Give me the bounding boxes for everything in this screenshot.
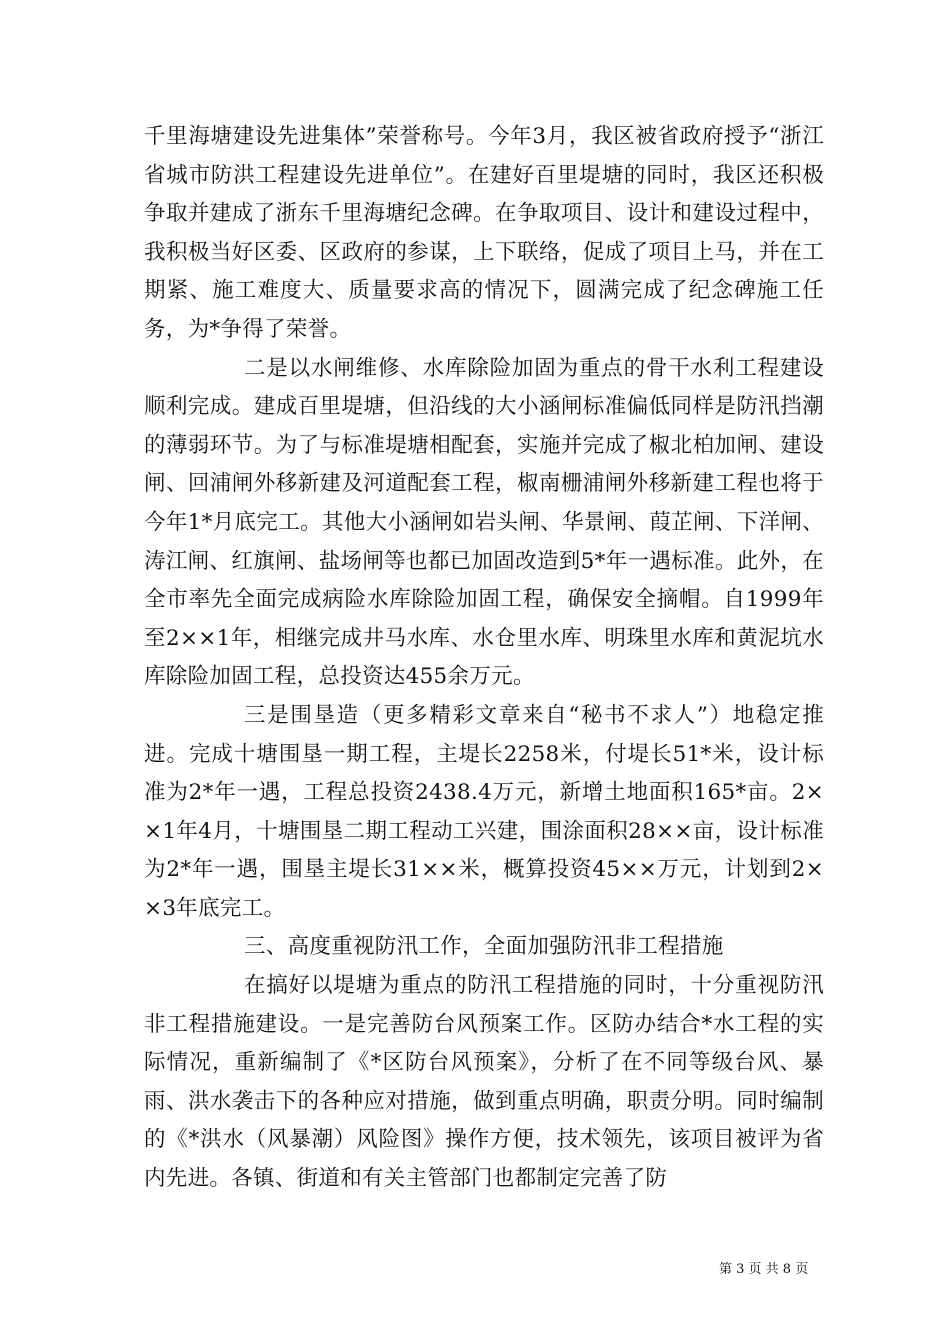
paragraph-reclamation: 三是围垦造（更多精彩文章来自“秘书不求人”）地稳定推进。完成十塘围垦一期工程，主堤长2258米，付堤长51*米，设计标准为2*年一遇，工程总投资2438.4万元，新增土地面积165*亩。2××1年4月，十塘围垦二期工程动工兴建，围涂面积28××亩，设计标准为2*年一遇，围垦主堤长31××米，概算投资45××万元，计划到2××3年底完工。	[144, 702, 824, 921]
paragraph-continuation: 千里海塘建设先进集体”荣誉称号。今年3月，我区被省政府授予“浙江省城市防洪工程建设先进单位”。在建好百里堤塘的同时，我区还积极争取并建成了浙东千里海塘纪念碑。在争取项目、设计和建设过程中，我积极当好区委、区政府的参谋，上下联络，促成了项目上马，并在工期紧、施工难度大、质量要求高的情况下，圆满完成了纪念碑施工任务，为*争得了荣誉。	[144, 124, 824, 342]
paragraph-non-engineering-measures: 在搞好以堤塘为重点的防汛工程措施的同时，十分重视防汛非工程措施建设。一是完善防台风预案工作。区防办结合*水工程的实际情况，重新编制了《*区防台风预案》，分析了在不同等级台风、暴雨、洪水袭击下的各种应对措施，做到重点明确，职责分明。同时编制的《*洪水（风暴潮）风险图》操作方便，技术领先，该项目被评为省内先进。各镇、街道和有关主管部门也都制定完善了防	[144, 973, 824, 1192]
section-heading: 三、高度重视防汛工作，全面加强防汛非工程措施	[244, 934, 724, 960]
page-number-footer: 第 3 页 共 8 页	[719, 1262, 809, 1277]
paragraph-sluice-reservoir: 二是以水闸维修、水库除险加固为重点的骨干水利工程建设顺利完成。建成百里堤塘，但沿线的大小涵闸标准偏低同样是防汛挡潮的薄弱环节。为了与标准堤塘相配套，实施并完成了椒北柏加闸、建设闸、回浦闸外移新建及河道配套工程，椒南栅浦闸外移新建工程也将于今年1*月底完工。其他大小涵闸如岩头闸、华景闸、葭芷闸、下洋闸、涛江闸、红旗闸、盐场闸等也都已加固改造到5*年一遇标准。此外，在全市率先全面完成病险水库除险加固工程，确保安全摘帽。自1999年至2××1年，相继完成井马水库、水仓里水库、明珠里水库和黄泥坑水库除险加固工程，总投资达455余万元。	[144, 355, 824, 690]
document-body	[144, 118, 824, 1199]
